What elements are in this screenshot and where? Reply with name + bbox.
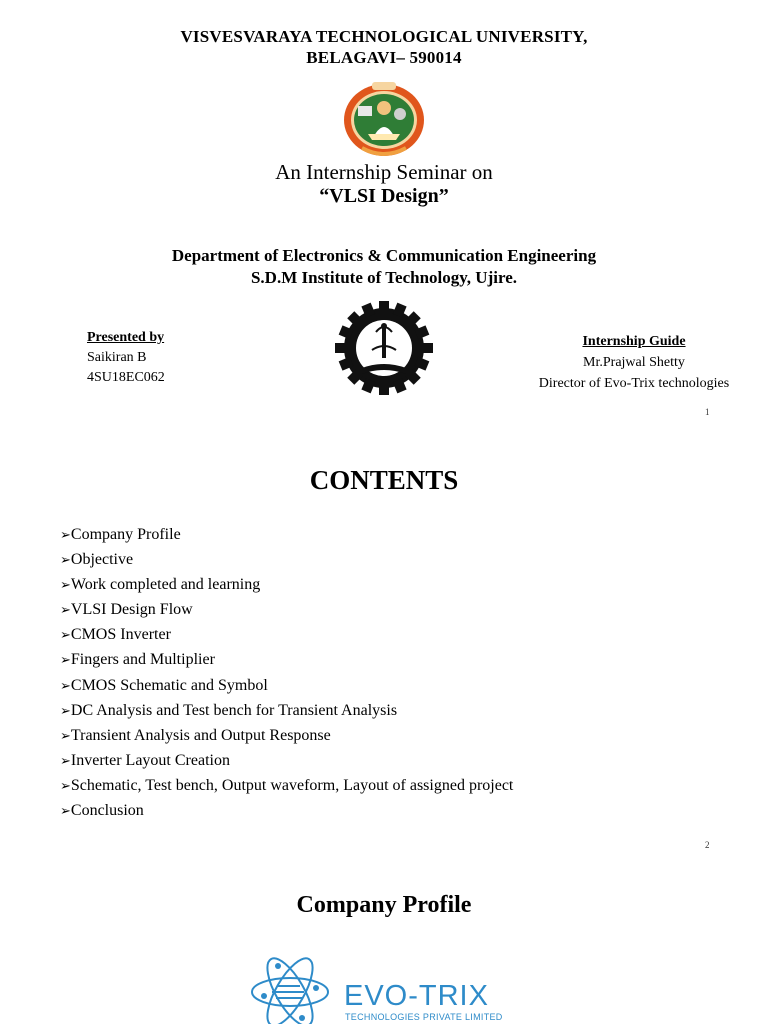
list-item: ➢ Work completed and learning: [60, 572, 513, 597]
presenter-usn: 4SU18EC062: [87, 370, 165, 385]
list-item: ➢ Inverter Layout Creation: [60, 748, 513, 773]
internship-guide-block: [520, 331, 748, 394]
list-item: ➢ DC Analysis and Test bench for Transient Analysis: [60, 698, 513, 723]
guide-name: Mr.Prajwal Shetty: [583, 355, 685, 370]
seminar-line-1: An Internship Seminar on: [275, 160, 493, 184]
list-item: ➢ Fingers and Multiplier: [60, 647, 513, 672]
university-line-1: VISVESVARAYA TECHNOLOGICAL UNIVERSITY,: [180, 27, 588, 46]
list-item: ➢ CMOS Inverter: [60, 622, 513, 647]
department-block: [0, 245, 768, 289]
university-name: [0, 26, 768, 68]
seminar-title: [0, 160, 768, 208]
guide-heading: Internship Guide: [582, 334, 686, 349]
guide-role: Director of Evo-Trix technologies: [538, 376, 730, 391]
list-item: ➢ Conclusion: [60, 798, 513, 823]
institute-name: S.D.M Institute of Technology, Ujire.: [250, 268, 518, 287]
contents-title: CONTENTS: [309, 465, 459, 495]
page-number-1: 1: [705, 407, 710, 417]
list-item: ➢ Company Profile: [60, 522, 513, 547]
list-item: ➢ Objective: [60, 547, 513, 572]
evo-trix-logo-subtext: TECHNOLOGIES PRIVATE LIMITED: [345, 1012, 503, 1022]
list-item: ➢ VLSI Design Flow: [60, 597, 513, 622]
list-item: ➢ CMOS Schematic and Symbol: [60, 673, 513, 698]
department-name: Department of Electronics & Communication Engineering: [171, 246, 597, 265]
vtu-logo-icon: [342, 80, 426, 158]
contents-list: [60, 522, 513, 823]
presented-by-block: [87, 328, 165, 388]
sdm-gear-logo-icon: [332, 300, 436, 396]
list-item: ➢ Schematic, Test bench, Output waveform, Layout of assigned project: [60, 773, 513, 798]
seminar-line-2: “VLSI Design”: [319, 185, 449, 207]
evo-trix-atom-icon: [248, 952, 344, 1024]
presented-by-heading: Presented by: [87, 330, 165, 345]
list-item: ➢ Transient Analysis and Output Response: [60, 723, 513, 748]
page-number-2: 2: [705, 840, 710, 850]
presenter-name: Saikiran B: [87, 350, 147, 365]
evo-trix-logo-text: EVO-TRIX: [344, 980, 489, 1012]
university-line-2: BELAGAVI– 590014: [306, 48, 462, 67]
company-profile-title: Company Profile: [296, 892, 472, 918]
